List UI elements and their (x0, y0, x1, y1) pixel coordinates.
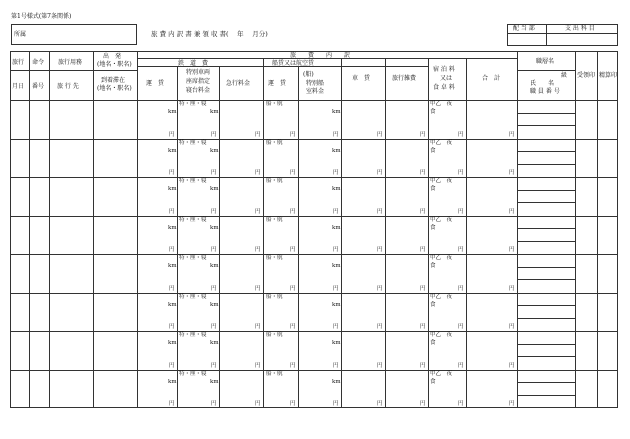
yen-unit: 円 (458, 208, 464, 215)
yen-unit: 円 (169, 247, 175, 253)
header-room-charge: 室料金 (306, 88, 325, 95)
row-divider (10, 177, 618, 178)
staff-subline (517, 305, 575, 306)
km-unit: km (332, 301, 341, 308)
yen-unit: 円 (509, 170, 515, 176)
seat-type-label: 特・座・寝 (179, 101, 207, 107)
yen-unit: 円 (377, 208, 383, 215)
yen-unit: 円 (420, 324, 426, 330)
meal-label: 食 (430, 378, 436, 385)
header-ship-fare: 運 賃 (268, 80, 287, 87)
yen-unit: 円 (333, 247, 339, 253)
yen-unit: 円 (377, 285, 383, 292)
header-special-ship: 特別船 (306, 80, 325, 87)
yen-unit: 円 (458, 324, 464, 330)
km-unit: km (210, 224, 219, 231)
yen-unit: 円 (169, 208, 175, 215)
header-car-fare: 車 賃 (352, 75, 371, 82)
yen-unit: 円 (420, 285, 426, 292)
yen-unit: 円 (420, 247, 426, 253)
ship-air-label: 船・航 (266, 178, 283, 184)
yen-unit: 円 (255, 131, 261, 138)
yen-unit: 円 (290, 324, 296, 330)
km-unit: km (168, 224, 177, 231)
km-unit: km (332, 263, 341, 269)
form-title: 旅 費 内 訳 書 兼 領 収 書( 年 月分) (151, 30, 268, 38)
header-misc: 旅行雑費 (392, 75, 417, 82)
yen-unit: 円 (458, 170, 464, 176)
yen-unit: 円 (377, 170, 383, 176)
header-fare: 運 賃 (146, 80, 165, 87)
yen-unit: 円 (333, 170, 339, 176)
header-month-day: 月日 (12, 83, 25, 90)
expense-table (10, 51, 618, 408)
yen-unit: 円 (211, 170, 217, 176)
km-unit: km (332, 186, 341, 192)
seat-type-label: 特・座・寝 (179, 178, 207, 184)
lodging-class-label: 甲乙 夜 (430, 139, 453, 146)
yen-unit: 円 (290, 285, 296, 292)
header-purpose: 旅行用務 (58, 59, 83, 66)
row-divider (10, 331, 618, 332)
yen-unit: 円 (169, 170, 175, 176)
yen-unit: 円 (290, 401, 296, 407)
yen-unit: 円 (255, 362, 261, 369)
meal-label: 食 (430, 263, 436, 269)
yen-unit: 円 (509, 401, 515, 407)
yen-unit: 円 (420, 131, 426, 138)
yen-unit: 円 (211, 401, 217, 407)
staff-subline (517, 382, 575, 383)
staff-subline (517, 190, 575, 191)
yen-unit: 円 (333, 362, 339, 369)
seat-type-label: 特・座・寝 (179, 216, 207, 223)
row-divider (10, 216, 618, 217)
km-unit: km (210, 263, 219, 269)
km-unit: km (332, 340, 341, 346)
header-destination: 旅 行 先 (57, 83, 79, 90)
km-unit: km (168, 186, 177, 192)
yen-unit: 円 (377, 247, 383, 253)
header-or: 又は (440, 75, 453, 82)
km-unit: km (168, 263, 177, 269)
expenditure-label: 支 出 科 目 (565, 25, 595, 32)
meal-label: 食 (430, 224, 436, 231)
header-receipt-seal: 受領印 (577, 72, 596, 79)
yen-unit: 円 (458, 362, 464, 369)
seat-type-label: 特・座・寝 (179, 139, 207, 146)
ship-air-label: 船・航 (266, 293, 283, 300)
yen-unit: 円 (255, 208, 261, 215)
header-express: 急行料金 (226, 80, 251, 87)
yen-unit: 円 (290, 362, 296, 369)
seat-type-label: 特・座・寝 (179, 255, 207, 261)
meal-label: 食 (430, 147, 436, 154)
km-unit: km (168, 378, 177, 385)
meal-label: 食 (430, 340, 436, 346)
header-ship-air: 船賃又は航空賃 (272, 60, 315, 67)
form-number: 第1号様式(第7条関係) (11, 13, 72, 20)
header-travel: 旅行 (12, 59, 25, 66)
seat-type-label: 特・座・寝 (179, 293, 207, 300)
km-unit: km (168, 147, 177, 154)
yen-unit: 円 (211, 324, 217, 330)
header-settlement-seal: 精算印 (599, 72, 618, 79)
yen-unit: 円 (377, 131, 383, 138)
yen-unit: 円 (211, 247, 217, 253)
meal-label: 食 (430, 186, 436, 192)
lodging-class-label: 甲乙 夜 (430, 101, 453, 107)
yen-unit: 円 (458, 247, 464, 253)
km-unit: km (332, 378, 341, 385)
row-divider (10, 139, 618, 140)
yen-unit: 円 (211, 362, 217, 369)
yen-unit: 円 (377, 401, 383, 407)
yen-unit: 円 (290, 208, 296, 215)
header-railway: 鉄 道 費 (178, 60, 209, 67)
staff-subline (517, 344, 575, 345)
meal-label: 食 (430, 109, 436, 115)
km-unit: km (332, 109, 341, 115)
yen-unit: 円 (290, 247, 296, 253)
yen-unit: 円 (169, 401, 175, 407)
header-meal: 食 卓 料 (433, 84, 455, 91)
header-special-car: 特別車両 (186, 69, 211, 76)
affiliation-box (11, 24, 137, 45)
km-unit: km (210, 301, 219, 308)
yen-unit: 円 (255, 401, 261, 407)
staff-subline (517, 125, 575, 126)
header-ship-label: (船) (303, 71, 314, 78)
staff-subline (517, 356, 575, 357)
lodging-class-label: 甲乙 夜 (430, 255, 453, 261)
staff-subline (517, 151, 575, 152)
yen-unit: 円 (169, 285, 175, 292)
ship-air-label: 船・航 (266, 255, 283, 261)
header-expense-breakdown: 旅 費 内 訳 (290, 52, 351, 59)
yen-unit: 円 (333, 324, 339, 330)
yen-unit: 円 (169, 324, 175, 330)
header-staff-no: 職 員 番 号 (530, 88, 560, 95)
dept-label: 配 当 部 (513, 25, 535, 32)
yen-unit: 円 (509, 208, 515, 215)
yen-unit: 円 (169, 131, 175, 138)
header-seat-reserve: 座席指定 (186, 78, 211, 85)
yen-unit: 円 (211, 208, 217, 215)
seat-type-label: 特・座・寝 (179, 332, 207, 338)
staff-subline (517, 395, 575, 396)
yen-unit: 円 (333, 131, 339, 138)
km-unit: km (210, 378, 219, 385)
header-number: 番号 (32, 83, 45, 90)
header-total: 合 計 (482, 75, 501, 82)
km-unit: km (168, 301, 177, 308)
staff-subline (517, 202, 575, 203)
km-unit: km (168, 340, 177, 346)
yen-unit: 円 (420, 208, 426, 215)
header-grade: 級 (561, 72, 568, 79)
seat-type-label: 特・座・寝 (179, 370, 207, 377)
header-name-label: 氏 名 (530, 80, 555, 87)
yen-unit: 円 (211, 285, 217, 292)
yen-unit: 円 (420, 401, 426, 407)
yen-unit: 円 (333, 208, 339, 215)
yen-unit: 円 (509, 285, 515, 292)
yen-unit: 円 (255, 324, 261, 330)
yen-unit: 円 (290, 131, 296, 138)
yen-unit: 円 (377, 324, 383, 330)
staff-subline (517, 267, 575, 268)
km-unit: km (210, 109, 219, 115)
lodging-class-label: 甲乙 夜 (430, 293, 453, 300)
ship-air-label: 船・航 (266, 101, 283, 107)
meal-label: 食 (430, 301, 436, 308)
header-departure: 出 発 (103, 53, 122, 60)
ship-air-label: 船・航 (266, 216, 283, 223)
ship-air-label: 船・航 (266, 139, 283, 146)
header-arrival-sub: (地名・駅名) (97, 85, 132, 92)
row-divider (10, 293, 618, 294)
yen-unit: 円 (290, 170, 296, 176)
staff-subline (517, 113, 575, 114)
staff-subline (517, 241, 575, 242)
lodging-class-label: 甲乙 夜 (430, 332, 453, 338)
header-lodging: 宿 泊 料 (433, 66, 455, 73)
lodging-class-label: 甲乙 夜 (430, 216, 453, 223)
yen-unit: 円 (333, 285, 339, 292)
yen-unit: 円 (509, 131, 515, 138)
yen-unit: 円 (458, 131, 464, 138)
km-unit: km (332, 224, 341, 231)
yen-unit: 円 (509, 247, 515, 253)
yen-unit: 円 (169, 362, 175, 369)
yen-unit: 円 (420, 170, 426, 176)
km-unit: km (168, 109, 177, 115)
row-divider (10, 370, 618, 371)
yen-unit: 円 (255, 285, 261, 292)
yen-unit: 円 (333, 401, 339, 407)
row-divider (10, 254, 618, 255)
km-unit: km (332, 147, 341, 154)
yen-unit: 円 (458, 401, 464, 407)
header-sleeper: 寝台料金 (186, 87, 211, 94)
yen-unit: 円 (377, 362, 383, 369)
yen-unit: 円 (509, 362, 515, 369)
yen-unit: 円 (211, 131, 217, 138)
affiliation-label: 所属 (14, 31, 27, 38)
yen-unit: 円 (420, 362, 426, 369)
yen-unit: 円 (255, 170, 261, 176)
ship-air-label: 船・航 (266, 332, 283, 338)
lodging-class-label: 甲乙 夜 (430, 370, 453, 377)
staff-subline (517, 318, 575, 319)
km-unit: km (210, 147, 219, 154)
lodging-class-label: 甲乙 夜 (430, 178, 453, 184)
yen-unit: 円 (255, 247, 261, 253)
km-unit: km (210, 340, 219, 346)
staff-subline (517, 164, 575, 165)
staff-subline (517, 228, 575, 229)
header-departure-sub: (地名・駅名) (97, 61, 132, 68)
yen-unit: 円 (509, 324, 515, 330)
header-order: 命令 (32, 59, 45, 66)
ship-air-label: 船・航 (266, 370, 283, 377)
yen-unit: 円 (458, 285, 464, 292)
header-staff-name: 職層名 (536, 58, 555, 65)
km-unit: km (210, 186, 219, 192)
header-arrival: 到着滞在 (101, 77, 126, 84)
staff-subline (517, 279, 575, 280)
